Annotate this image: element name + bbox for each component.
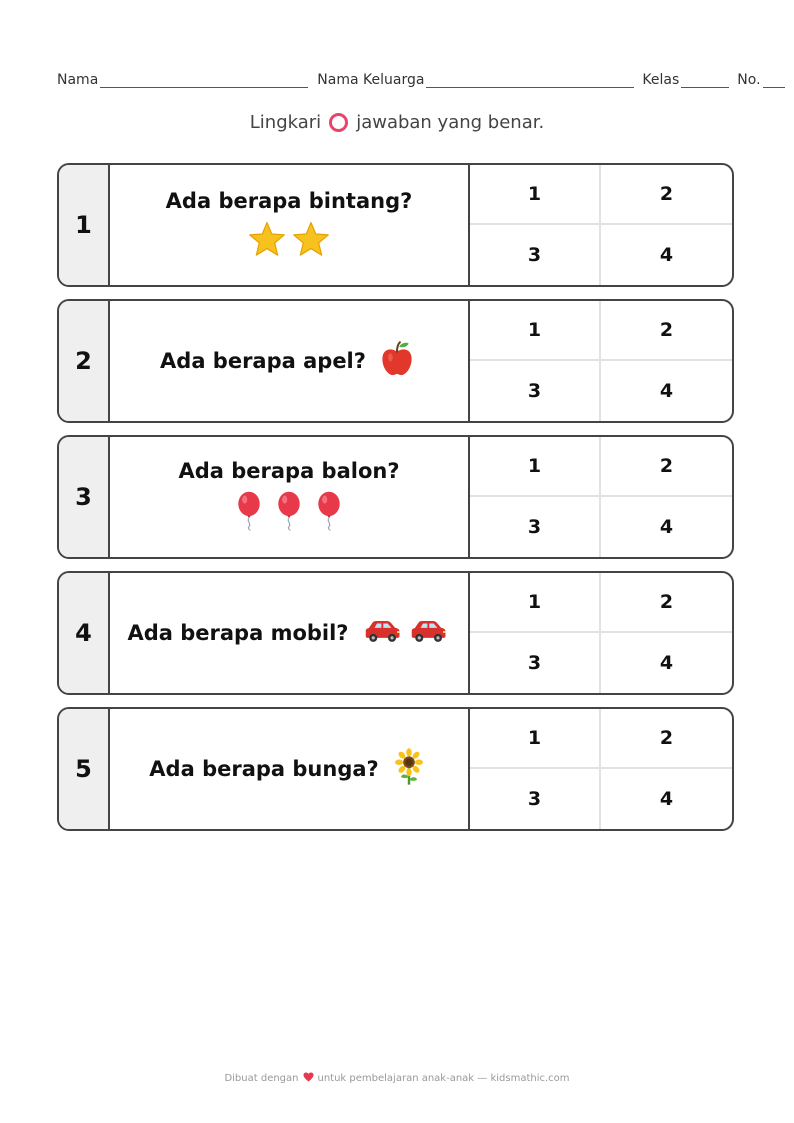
question-text: Ada berapa balon?: [178, 459, 400, 483]
picture-group: [245, 221, 333, 261]
balloon-icon: [232, 491, 266, 535]
answer-option[interactable]: 1: [470, 437, 601, 497]
answer-option[interactable]: 3: [470, 361, 601, 421]
question-prompt: [110, 573, 470, 693]
family-name-label: Nama Keluarga: [317, 72, 425, 88]
balloon-icon: [312, 491, 346, 535]
question-row: [178, 459, 399, 483]
answer-option[interactable]: 4: [659, 788, 674, 810]
answer-grid: [470, 709, 732, 829]
picture-group: [389, 748, 429, 790]
picture-group: [229, 491, 349, 535]
answer-option[interactable]: 2: [601, 165, 732, 225]
sunflower-icon: [392, 748, 426, 790]
number-label: No.: [737, 72, 761, 88]
student-info-header: [57, 68, 794, 88]
question-card: [57, 707, 734, 831]
answer-option[interactable]: 3: [470, 769, 601, 829]
heart-icon: [303, 1072, 314, 1085]
answer-option[interactable]: 4: [659, 380, 674, 402]
question-row: [127, 616, 450, 650]
question-number: 4: [59, 573, 110, 693]
footer-text-before: Dibuat dengan: [224, 1073, 299, 1084]
question-prompt: [110, 301, 470, 421]
instruction-text-before: Lingkari: [249, 112, 322, 133]
question-row: [166, 189, 413, 213]
apple-icon: [379, 340, 415, 382]
question-row: [149, 748, 428, 790]
footer-text-after: untuk pembelajaran anak-anak — kidsmathic.com: [317, 1073, 570, 1084]
question-card: [57, 163, 734, 287]
question-text: Ada berapa bunga?: [149, 757, 379, 781]
question-card: [57, 435, 734, 559]
answer-option[interactable]: 3: [470, 225, 601, 285]
car-icon: [362, 616, 402, 650]
question-text: Ada berapa apel?: [160, 349, 366, 373]
family-name-field[interactable]: [317, 72, 634, 88]
balloon-icon: [272, 491, 306, 535]
answer-grid: [470, 437, 732, 557]
answer-option[interactable]: 4: [659, 652, 674, 674]
footer: [0, 1072, 794, 1085]
answer-option[interactable]: 2: [601, 709, 732, 769]
instruction-text-after: jawaban yang benar.: [356, 112, 545, 133]
question-number: 5: [59, 709, 110, 829]
car-icon: [408, 616, 448, 650]
answer-option[interactable]: 2: [601, 573, 732, 633]
question-number: 1: [59, 165, 110, 285]
picture-group: [376, 340, 418, 382]
answer-grid: [470, 573, 732, 693]
answer-option[interactable]: 2: [601, 437, 732, 497]
question-number: 3: [59, 437, 110, 557]
star-icon: [292, 221, 330, 261]
answer-option[interactable]: 4: [659, 516, 674, 538]
answer-option[interactable]: 1: [470, 573, 601, 633]
question-text: Ada berapa mobil?: [127, 621, 349, 645]
class-label: Kelas: [642, 72, 680, 88]
question-prompt: [110, 709, 470, 829]
name-label: Nama: [57, 72, 99, 88]
answer-option[interactable]: 3: [470, 633, 601, 693]
family-name-line[interactable]: [426, 73, 634, 88]
number-line[interactable]: [763, 73, 785, 88]
picture-group: [359, 616, 451, 650]
name-field[interactable]: [57, 72, 308, 88]
number-field[interactable]: [737, 72, 784, 88]
instruction: [0, 112, 794, 133]
question-card: [57, 299, 734, 423]
question-prompt: [110, 437, 470, 557]
question-card: [57, 571, 734, 695]
answer-option[interactable]: 1: [470, 709, 601, 769]
answer-option[interactable]: 1: [470, 165, 601, 225]
answer-option[interactable]: 2: [601, 301, 732, 361]
answer-grid: [470, 165, 732, 285]
class-field[interactable]: [642, 72, 729, 88]
answer-option[interactable]: 3: [470, 497, 601, 557]
question-prompt: [110, 165, 470, 285]
star-icon: [248, 221, 286, 261]
question-number: 2: [59, 301, 110, 421]
class-line[interactable]: [681, 73, 729, 88]
name-line[interactable]: [100, 73, 308, 88]
answer-grid: [470, 301, 732, 421]
circle-icon: [329, 113, 348, 132]
answer-option[interactable]: 1: [470, 301, 601, 361]
answer-option[interactable]: 4: [659, 244, 674, 266]
question-text: Ada berapa bintang?: [165, 189, 413, 213]
question-row: [160, 340, 418, 382]
